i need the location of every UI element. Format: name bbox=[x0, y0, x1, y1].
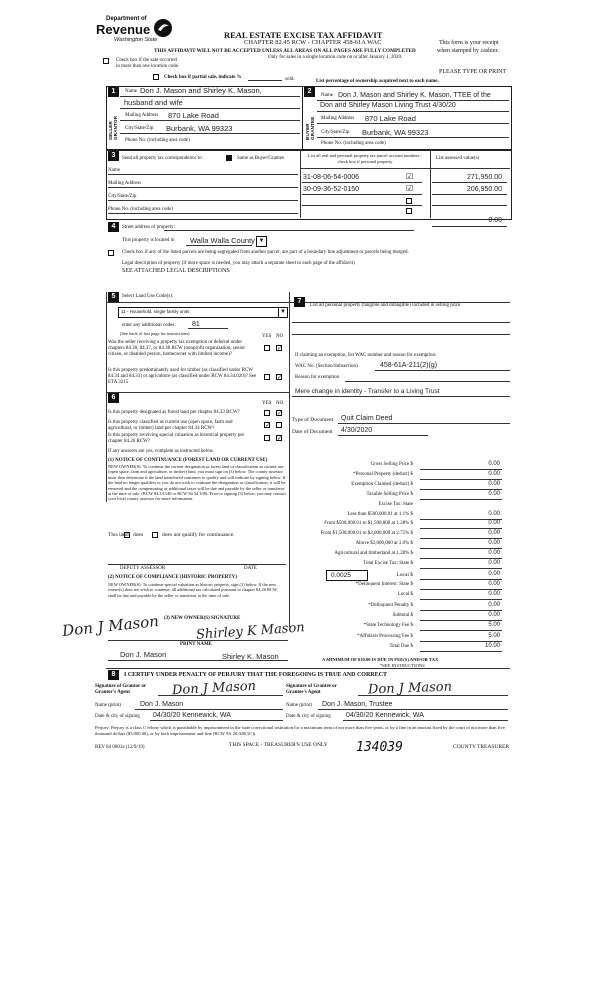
seller-mailing-label: Mailing Address bbox=[125, 113, 159, 118]
multi-location-label-1: Check box if the sale occurred bbox=[116, 58, 177, 63]
phone-label-3: Phone No. (including area code) bbox=[108, 207, 173, 212]
deputy-date-label: DATE bbox=[244, 566, 257, 571]
q5-2-yes[interactable] bbox=[264, 374, 270, 380]
tax-row-label: Local $ bbox=[397, 592, 413, 598]
tax-row-label: *Delinquent Penalty $ bbox=[368, 602, 413, 608]
assessed-value[interactable]: 206,950.00 bbox=[466, 186, 502, 193]
doc-type-value[interactable]: Quit Claim Deed bbox=[341, 415, 393, 422]
tax-row-label: Above $3,000,000 at 3.0% $ bbox=[355, 541, 413, 547]
q6-3-no[interactable]: ✓ bbox=[277, 435, 283, 442]
same-as-buyer-label: Same as Buyer/Grantee bbox=[237, 156, 285, 161]
buyer-mailing[interactable]: 870 Lake Road bbox=[365, 114, 416, 123]
grantor-date-city[interactable]: 04/30/20 Kennewick, WA bbox=[153, 712, 231, 719]
q5-2: Is this property predominantly used for timber (as classified under RCW 84.34 and 84.33) or agriculture (as classified under RCW 84.34.020)? See ETA 3215 bbox=[108, 368, 257, 385]
assessed-total: 0.00 bbox=[488, 217, 502, 224]
grantor-signature[interactable]: Don J Mason bbox=[171, 678, 257, 699]
personal-property-checkbox-3[interactable] bbox=[406, 198, 412, 204]
buyer-name-1[interactable]: Don J. Mason and Shirley K. Mason, TTEE of the bbox=[338, 92, 491, 99]
tax-row-value[interactable]: 0.00 bbox=[488, 520, 500, 527]
multi-location-checkbox[interactable] bbox=[103, 58, 109, 64]
q5-1-yes[interactable] bbox=[264, 345, 270, 351]
dept-logo bbox=[96, 16, 176, 50]
grantor-name-label: Name (print) bbox=[95, 703, 121, 708]
tax-row-value[interactable]: 10.00 bbox=[484, 642, 500, 649]
tax-row-value[interactable]: 0.00 bbox=[488, 470, 500, 477]
seller-name-label: Name bbox=[125, 89, 137, 94]
segregated-checkbox[interactable] bbox=[108, 250, 114, 256]
see-back-note: (See back of last page for instructions) bbox=[120, 331, 190, 336]
q6-2: Is this property classified as current use (open space, farm and agricultural, or timber) land per chapter 84.34 RCW? bbox=[108, 420, 233, 431]
section-5-badge: 5 bbox=[108, 292, 119, 302]
tax-row-value[interactable]: 0.00 bbox=[488, 530, 500, 537]
does-label: does bbox=[133, 532, 144, 538]
local-value[interactable]: 0.00 bbox=[488, 571, 500, 577]
reason-label: Reason for exemption bbox=[295, 375, 340, 380]
land-use-select[interactable] bbox=[118, 307, 288, 318]
printed-name-1[interactable]: Don J. Mason bbox=[120, 650, 167, 659]
send-to-label: Send all property tax correspondence to: bbox=[122, 156, 203, 161]
grantor-printed-name[interactable]: Don J. Mason bbox=[140, 701, 184, 708]
tax-row-label: Gross Selling Price $ bbox=[370, 462, 413, 467]
land-use-dropdown-icon[interactable]: ▼ bbox=[278, 308, 287, 317]
seller-mailing[interactable]: 870 Lake Road bbox=[168, 111, 219, 120]
section-6-badge: 6 bbox=[108, 393, 119, 403]
print-name-label: PRINT NAME bbox=[180, 642, 212, 647]
tax-row-value[interactable]: 0.00 bbox=[488, 581, 500, 587]
county-treasurer: COUNTY TREASURER bbox=[453, 744, 510, 750]
dept-revenue: Revenue bbox=[96, 22, 151, 37]
tax-row-label: Excise Tax: State bbox=[378, 501, 413, 507]
land-use-label: Select Land Use Code(s): bbox=[122, 294, 174, 299]
wac-label: WAC No. (Section/Subsection) bbox=[295, 364, 358, 369]
seller-name-2[interactable]: husband and wife bbox=[124, 98, 183, 107]
buyer-name-label: Name bbox=[321, 93, 333, 98]
county-select[interactable]: Walla Walla County bbox=[190, 236, 255, 245]
q6-1-yes[interactable] bbox=[264, 410, 270, 416]
tax-row-value[interactable]: 0.00 bbox=[488, 490, 500, 497]
form-chapter: CHAPTER 82.45 RCW - CHAPTER 458-61A WAC bbox=[244, 39, 382, 46]
parcel-number[interactable]: 30-09-36-52-0150 bbox=[303, 186, 360, 193]
notice1-text: NEW OWNER(S): To continue the current designation as forest land or classification as current use (open space, farm and agriculture, or timber) land, you must sign on (3) below. The county assessor must then determine if the land transferred continues to qualify and will indicate by signing below. If the land no longer qualifies or you do not wish to continue the designation or classification, it will be removed and the compensating or additional taxes will be due and payable by the seller or transferor at the time of sale. (RCW 84.33.140 or RCW 84.34.108). Prior to signing (3) below, you may contact your local county assessor for more information. bbox=[108, 464, 286, 502]
grantor-sig-label: Signature of Grantor or Grantor's Agent bbox=[95, 684, 146, 695]
q5-2-no[interactable]: ✓ bbox=[277, 374, 283, 381]
additional-codes-label: enter any additional codes: bbox=[122, 323, 176, 328]
perjury-note: Perjury: Perjury is a class C felony which is punishable by imprisonment in the state correctional institution for a maximum term of not more than five years, or by a fine in an amount fixed by the court of not more than five thousand dollars ($5,000.00), or by both imprisonment and fine (RCW 9A.20.020(1C)). bbox=[95, 725, 505, 736]
buyer-phone-label: Phone No. (including area code) bbox=[321, 141, 386, 146]
q6-2-yes[interactable]: ✓ bbox=[265, 422, 271, 429]
local-rate: 0.0025 bbox=[331, 572, 351, 579]
q6-3-yes[interactable] bbox=[264, 435, 270, 441]
receipt-note-1: This form is your receipt bbox=[439, 40, 499, 46]
tax-row-value[interactable]: 0.00 bbox=[488, 591, 500, 598]
legal-label: Legal description of property (if more space is needed, you may attach a separate sheet to each page of the affidavit) bbox=[122, 261, 355, 266]
located-label: This property is located in bbox=[122, 238, 175, 243]
segregated-label: Check box if any of the listed parcels are being segregated from another parcel, are part of a boundary line adjustment or parcels being merged. bbox=[122, 250, 409, 255]
buyer-mailing-label: Mailing Address bbox=[321, 116, 355, 121]
does-not-checkbox[interactable] bbox=[152, 532, 158, 538]
new-owner-sig-label: (3) NEW OWNER(S) SIGNATURE bbox=[164, 616, 241, 621]
no-label-6: NO bbox=[276, 401, 284, 406]
grantee-date-city-label: Date & city of signing bbox=[286, 714, 331, 719]
treasurer-space: THIS SPACE - TREASURER'S USE ONLY bbox=[229, 742, 328, 748]
tax-row-label: Subtotal $ bbox=[392, 612, 413, 618]
name-label-3: Name bbox=[108, 168, 120, 173]
does-checkbox[interactable] bbox=[124, 532, 130, 538]
county-dropdown-icon[interactable]: ▼ bbox=[256, 236, 267, 247]
personal-property-checkbox[interactable]: ☑ bbox=[406, 172, 414, 181]
tax-row-value[interactable]: 0.00 bbox=[488, 601, 500, 608]
land-use-value: 11 - Household, single family units bbox=[121, 309, 190, 314]
this-land-label: This land bbox=[108, 532, 129, 538]
tax-row-value[interactable]: 0.00 bbox=[488, 550, 500, 557]
multi-location-label-2: in more than one location code. bbox=[116, 64, 180, 69]
certify-statement: I CERTIFY UNDER PENALTY OF PERJURY THAT THE FOREGOING IS TRUE AND CORRECT bbox=[124, 672, 387, 678]
grantee-printed-name[interactable]: Don J. Mason, Trustee bbox=[322, 701, 393, 708]
tax-row-value[interactable]: 5.00 bbox=[488, 622, 500, 629]
assessed-header: List assessed value(s) bbox=[436, 156, 480, 161]
mailing-label-3: Mailing Address bbox=[108, 181, 142, 186]
printed-name-2[interactable]: Shirley K. Mason bbox=[222, 652, 279, 661]
yes-label-6: YES bbox=[262, 401, 272, 406]
see-instructions: *SEE INSTRUCTIONS bbox=[380, 663, 425, 668]
owner-signature-2[interactable]: Shirley K Mason bbox=[195, 620, 306, 643]
form-title: REAL ESTATE EXCISE TAX AFFIDAVIT bbox=[224, 30, 383, 40]
tax-row-label: Exemption Claimed (deduct) $ bbox=[351, 481, 413, 487]
deputy-assessor-label: DEPUTY ASSESSOR bbox=[120, 566, 166, 571]
section-1-badge: 1 bbox=[108, 87, 119, 97]
pct-ownership-label: List percentage of ownership acquired next to each name. bbox=[316, 79, 439, 84]
grantee-signature[interactable]: Don J Mason bbox=[367, 679, 453, 698]
if-yes-note: If any answers are yes, complete as instructed below. bbox=[108, 449, 215, 454]
no-label-5: NO bbox=[276, 334, 284, 339]
partial-sale-checkbox[interactable] bbox=[153, 74, 159, 80]
tax-row-value[interactable]: 0.00 bbox=[488, 540, 500, 547]
tax-row-value[interactable]: 0.00 bbox=[488, 461, 500, 467]
section-8-badge: 8 bbox=[108, 670, 119, 680]
tax-row-label: *Affidavit Processing Fee $ bbox=[357, 633, 413, 639]
q6-1-no[interactable]: ✓ bbox=[277, 410, 283, 417]
personal-property-checkbox-4[interactable] bbox=[406, 208, 412, 214]
reason-value[interactable]: Mere change in identity - Transfer to a Living Trust bbox=[295, 388, 440, 395]
seller-name-1[interactable]: Don J. Mason and Shirley K. Mason, bbox=[140, 86, 262, 95]
street-label: Street address of property: bbox=[122, 225, 175, 230]
type-or-print: PLEASE TYPE OR PRINT bbox=[439, 69, 507, 75]
minimum-note: A MINIMUM OF $10.00 IS DUE IN FEE(S) AND/OR TAX bbox=[322, 657, 439, 662]
exemption-label: If claiming an exemption, list WAC number and reason for exemption: bbox=[295, 353, 437, 358]
tax-row-label: From $1,500,000.01 to $3,000,000 at 2.75% $ bbox=[320, 531, 413, 537]
dept-state: Washington State bbox=[114, 37, 158, 43]
q6-2-no[interactable] bbox=[276, 422, 282, 428]
q5-1-no[interactable]: ✓ bbox=[277, 345, 283, 352]
tax-row-label: Total Excise Tax: State $ bbox=[363, 561, 413, 566]
seller-phone-label: Phone No. (including area code) bbox=[125, 138, 190, 143]
treasurer-stamp: 134039 bbox=[356, 740, 403, 755]
section-2-badge: 2 bbox=[304, 87, 315, 97]
tax-row-label: From $500,000.01 to $1,500,000 at 1.28% $ bbox=[324, 521, 413, 527]
tax-row-value[interactable]: 0.00 bbox=[488, 480, 500, 487]
seller-city[interactable]: Burbank, WA 99323 bbox=[166, 124, 233, 133]
buyer-side-label: BUYER GRANTEE bbox=[305, 116, 315, 140]
notice2-text: NEW OWNER(S): To continue special valuation as historic property, sign (3) below. If the new owner(s) does not wish to continue, all additional tax calculated pursuant to chapter 84.26 RCW, shall be due and payable by the seller or transferor at the time of sale. bbox=[108, 582, 278, 598]
does-not-label: does not qualify for continuance. bbox=[162, 532, 235, 538]
dept-logo-icon bbox=[153, 18, 173, 38]
seller-city-label: City/State/Zip bbox=[125, 126, 154, 131]
q6-1: Is this property designated as forest land per chapter 84.33 RCW? bbox=[108, 410, 240, 415]
yes-label-5: YES bbox=[262, 334, 272, 339]
legal-description[interactable]: SEE ATTACHED LEGAL DESCRIPTIONS bbox=[122, 268, 230, 274]
rev-number: REV 84 0001a (12/9/19) bbox=[95, 745, 145, 750]
additional-codes[interactable]: 81 bbox=[192, 321, 200, 328]
grantee-name-label: Name (print) bbox=[286, 703, 312, 708]
partial-sale-label: Check box if partial sale, indicate % bbox=[164, 75, 242, 80]
grantor-date-city-label: Date & city of signing bbox=[95, 714, 140, 719]
receipt-note-2: when stamped by cashier. bbox=[437, 48, 499, 54]
same-as-buyer-checkbox[interactable] bbox=[226, 155, 232, 161]
tax-row-value[interactable]: 0.00 bbox=[488, 560, 500, 566]
tax-row-label: Total Due $ bbox=[389, 643, 413, 649]
local-label: Local $ bbox=[396, 572, 413, 578]
personal-property-label: List all personal property (tangible and intangible) included in selling price. bbox=[310, 303, 462, 308]
notice1-title: (1) NOTICE OF CONTINUANCE (FOREST LAND OR CURRENT USE) bbox=[108, 458, 268, 463]
wac-number[interactable]: 458-61A-211(2)(g) bbox=[380, 362, 438, 369]
assessed-value[interactable]: 271,950.00 bbox=[466, 174, 502, 181]
city-label-3: City/State/Zip bbox=[108, 194, 137, 199]
form-warning: THIS AFFIDAVIT WILL NOT BE ACCEPTED UNLESS ALL AREAS ON ALL PAGES ARE FULLY COMPLETED bbox=[154, 48, 416, 54]
notice2-title: (2) NOTICE OF COMPLIANCE (HISTORIC PROPERTY) bbox=[108, 575, 237, 580]
section-4-badge: 4 bbox=[108, 222, 119, 232]
grantee-sig-label: Signature of Grantee or Grantee's Agent bbox=[286, 684, 337, 695]
dept-of: Department of bbox=[106, 16, 147, 22]
tax-row-label: *State Technology Fee $ bbox=[363, 623, 413, 629]
tax-row-value[interactable]: 5.00 bbox=[488, 632, 500, 639]
owner-signature-1[interactable]: Don J Mason bbox=[61, 611, 160, 641]
buyer-name-2[interactable]: Don and Shirley Mason Living Trust 4/30/20 bbox=[320, 102, 456, 109]
tax-row-label: Taxable Selling Price $ bbox=[366, 491, 413, 497]
personal-property-checkbox[interactable]: ☑ bbox=[406, 184, 414, 193]
parcel-header: List all real and personal property tax parcel account numbers - check box if personal property bbox=[308, 153, 422, 164]
doc-type-label: Type of Document bbox=[292, 417, 334, 423]
sold-label: sold. bbox=[285, 77, 295, 82]
q6-3: Is this property receiving special valuation as historical property per chapter 84.26 RCW? bbox=[108, 433, 245, 444]
tax-row-label: *Delinquent Interest: State $ bbox=[355, 582, 413, 587]
tax-row-label: Less than $500,000.01 at 1.1% $ bbox=[347, 511, 413, 517]
doc-date-label: Date of Document bbox=[292, 429, 333, 435]
tax-row-label: Agricultural and timberland at 1.28% $ bbox=[334, 551, 413, 557]
q5-1: Was the seller receiving a property tax exemption or deferral under chapters 84.36, 84.37, or 84.38 RCW (nonprofit organization, senior citizen, or disabled person, homeowner with limited income)? bbox=[108, 340, 246, 357]
tax-row-label: *Personal Property (deduct) $ bbox=[353, 471, 413, 477]
single-location-note: Only for sales in a single location code on or after January 1, 2020. bbox=[268, 55, 403, 60]
doc-date-value[interactable]: 4/30/2020 bbox=[341, 427, 373, 434]
parcel-number[interactable]: 31-08-06-54-0006 bbox=[303, 174, 360, 181]
grantee-date-city[interactable]: 04/30/20 Kennewick, WA bbox=[346, 712, 424, 719]
tax-row-value[interactable]: 0.00 bbox=[488, 510, 500, 517]
tax-row-value[interactable]: 0.00 bbox=[488, 611, 500, 618]
seller-side-label: SELLER GRANTOR bbox=[108, 115, 118, 140]
buyer-city[interactable]: Burbank, WA 99323 bbox=[362, 128, 429, 137]
buyer-city-label: City/State/Zip bbox=[321, 130, 350, 135]
section-3-badge: 3 bbox=[108, 151, 119, 161]
section-7-badge: 7 bbox=[294, 297, 305, 307]
